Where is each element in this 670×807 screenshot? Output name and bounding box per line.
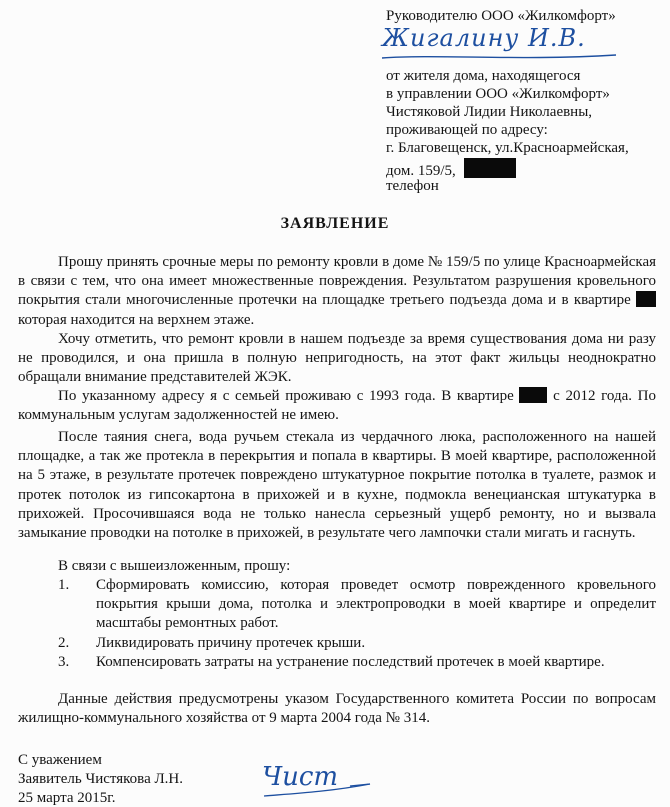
paragraph-3-text-a: По указанному адресу я с семьей проживаю с 1993 года. В квартире (58, 388, 514, 404)
redacted-apartment-number-2 (519, 387, 547, 403)
request-number: 3. (58, 653, 70, 670)
requests-list (18, 576, 656, 672)
paragraph-2: Хочу отметить, что ремонт кровли в нашем подъезде за время существования дома ни разу не проводился, и она пришла в полную непригодность, на этот факт жильцы неоднократно обращали внимание представителей ЖЭК. (18, 331, 656, 386)
address-line-2-text: дом. 159/5, (386, 163, 456, 179)
signature-flourish (258, 766, 378, 802)
handwritten-signature: Чист (262, 762, 339, 792)
redacted-apartment-number (636, 291, 656, 307)
regards-line: С уважением (18, 752, 102, 768)
phone-label: телефон (386, 178, 439, 194)
from-line-1: от жителя дома, находящегося (386, 68, 581, 84)
redacted-apartment-block (464, 158, 516, 178)
request-item (18, 576, 656, 634)
paragraph-5: В связи с вышеизложенным, прошу: (58, 558, 291, 574)
applicant-signature-line: Заявитель Чистякова Л.Н. (18, 771, 183, 787)
request-item (18, 634, 656, 653)
paragraph-1-text-b: которая находится на верхнем этаже. (18, 311, 255, 328)
request-number: 1. (58, 577, 70, 593)
request-text: Сформировать комиссию, которая проведет осмотр поврежденного кровельного покрытия крыши дома, потолка и электропроводки в моей квартире и определит масштабы ремонтных работ. (96, 577, 656, 632)
paragraph-1 (18, 253, 656, 330)
paragraph-3 (18, 387, 656, 425)
addressee-name-handwritten: Жигалину И.В. (382, 24, 586, 52)
request-number: 2. (58, 634, 70, 651)
applicant-name: Чистяковой Лидии Николаевны, (386, 104, 593, 120)
handwriting-underline (380, 52, 620, 62)
addressee-line: Руководителю ООО «Жилкомфорт» (386, 8, 616, 24)
residing-line: проживающей по адресу: (386, 122, 548, 138)
document-title: ЗАЯВЛЕНИЕ (280, 215, 390, 232)
request-text: Ликвидировать причину протечек крыши. (96, 634, 366, 651)
request-text: Компенсировать затраты на устранение последствий протечек в моей квартире. (96, 653, 605, 670)
address-line-2 (386, 158, 516, 179)
paragraph-3-text-b: с 2012 года. По коммунальным услугам задолженностей не имею. (18, 388, 656, 424)
paragraph-4: После таяния снега, вода ручьем стекала из чердачного люка, расположенного на нашей площадке, а так же протекла в перекрытия и попала в квартиры. В моей квартире, расположенной на 5 этаже, в результате протечек повреждено штукатурное покрытие потолка в туалете, размок и протек потолок из гипсокартона в прихожей и в кухне, подмокла венецианская штукатурка в прихожей. Просочившаяся вода не только нанесла серьезный ущерб ремонту, но и вызвала замыкание проводки на потолке в прихожей, в результате чего лампочки стали мигать и гаснуть. (18, 429, 656, 542)
paragraph-1-text-a: Прошу принять срочные меры по ремонту кровли в доме № 159/5 по улице Красноармейская в связи с тем, что она имеет множественные повреждения. Результатом разрушения кровельного покрытия стали многочисленные протечки на площадке третьего подъезда дома и в квартире (18, 254, 656, 309)
address-line-1: г. Благовещенск, ул.Красноармейская, (386, 140, 629, 156)
date-line: 25 марта 2015г. (18, 790, 116, 806)
from-line-2: в управлении ООО «Жилкомфорт» (386, 86, 610, 102)
closing-paragraph: Данные действия предусмотрены указом Государственного комитета России по вопросам жилищно-коммунального хозяйства от 9 марта 2004 года № 314. (18, 691, 656, 727)
request-item (18, 653, 656, 672)
